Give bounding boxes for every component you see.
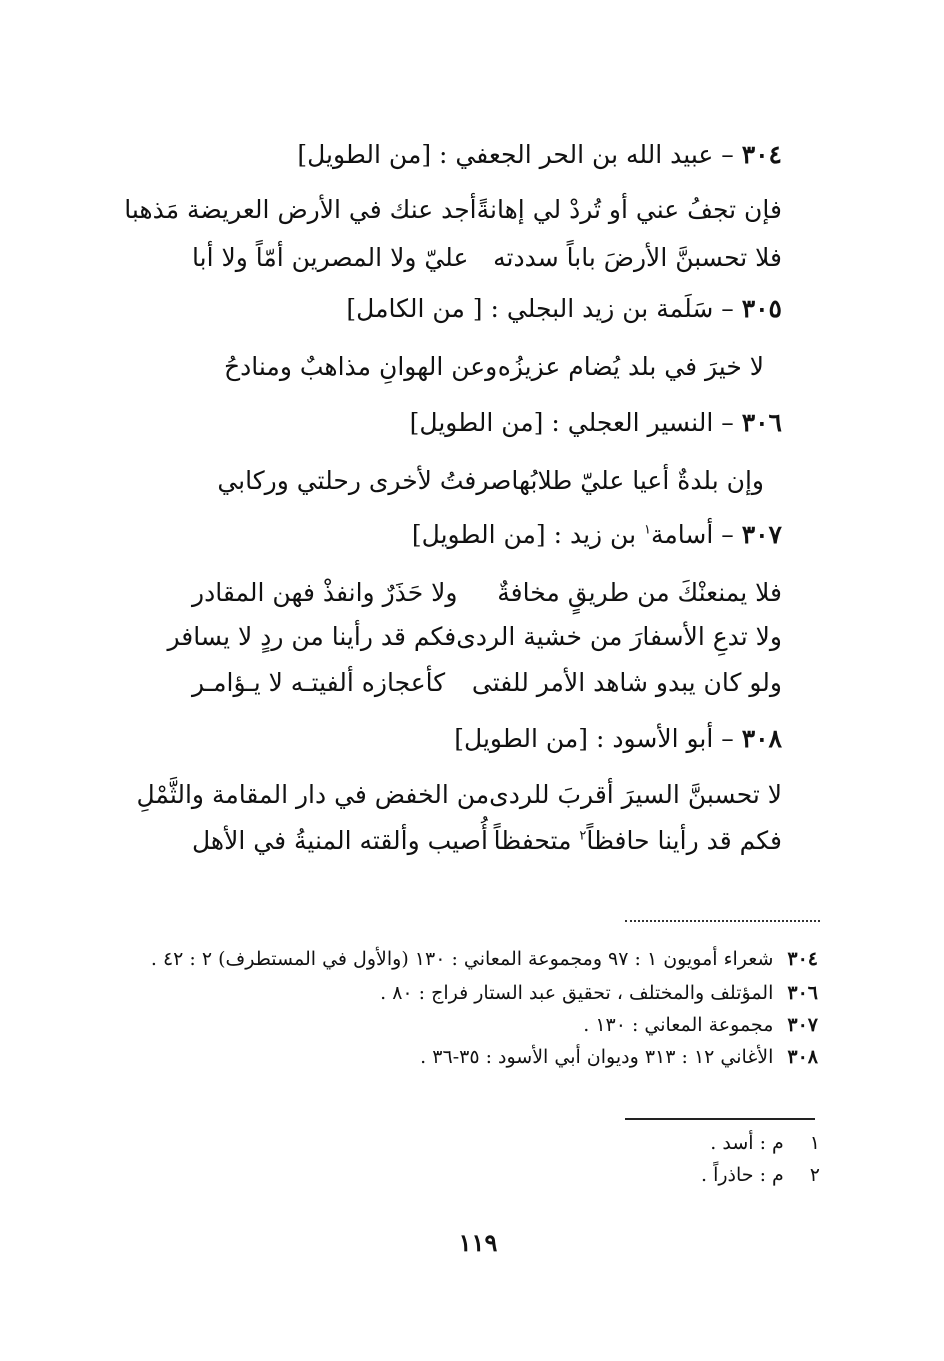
- verse-line: [192, 826, 782, 855]
- source-note: [380, 982, 818, 1004]
- verse-first-hemistich: ولو كان يبدو شاهد الأمر للفتى: [471, 668, 782, 697]
- verse-line: [124, 195, 782, 224]
- verse-first-hemistich: [494, 826, 782, 855]
- source-text: شعراء أمويون ١ : ٩٧ ومجموعة المعاني : ١٣٠ (والأول في المستطرف) ٢ : ٤٢ .: [150, 948, 774, 970]
- entry-heading-308: [454, 724, 782, 753]
- verse-second-hemistich: عليّ ولا المصرين أمّاً ولا أبا: [192, 243, 469, 272]
- page-number: ١١٩: [458, 1228, 498, 1257]
- verse-first-hemistich: لا خيرَ في بلد يُضام عزيزُه: [497, 352, 764, 381]
- entry-number: ٣٠٤: [741, 140, 782, 169]
- source-number: ٣٠٨: [787, 1046, 818, 1068]
- entry-heading-307: [412, 520, 782, 549]
- entry-heading-305: [346, 294, 782, 323]
- verse-second-hemistich: من الخفض في دار المقامة والثَّمْلِ: [136, 780, 490, 809]
- footnote: [710, 1132, 820, 1154]
- verse-line: [192, 578, 782, 607]
- entry-number: ٣٠٦: [741, 408, 782, 437]
- verse-line: [192, 243, 782, 272]
- verse-first-hemistich: فلا تحسبنَّ الأرضَ باباً سددته: [493, 243, 782, 272]
- entry-title: – سَلَمة بن زيد البجلي : [ من الكامل]: [346, 294, 734, 323]
- source-number: ٣٠٦: [787, 982, 818, 1004]
- footnote-number: ١: [809, 1132, 820, 1154]
- entry-title: – عبيد الله بن الحر الجعفي : [من الطويل]: [297, 140, 734, 169]
- source-note: [420, 1046, 818, 1068]
- verse-first-hemistich: لا تحسبنَّ السيرَ أقربَ للردى: [489, 780, 782, 809]
- entry-title: – أبو الأسود : [من الطويل]: [454, 724, 734, 753]
- source-number: ٣٠٧: [787, 1014, 818, 1036]
- footnote-marker: ١: [644, 522, 651, 538]
- verse-line: [136, 780, 782, 809]
- footnote-marker: ٢: [579, 828, 587, 844]
- verse-second-hemistich: أجد عنك في الأرض العريضة مَذهبا: [124, 195, 477, 224]
- entry-number: ٣٠٥: [741, 294, 782, 323]
- entry-heading-304: [297, 140, 782, 169]
- verse-line: [167, 622, 782, 651]
- verse-first-hemistich: ولا تدعِ الأسفارَ من خشية الردى: [456, 622, 782, 651]
- entry-heading-306: [410, 408, 782, 437]
- verse-second-hemistich: وعن الهوانِ مذاهبٌ ومنادحُ: [224, 352, 498, 381]
- verse-first-hemistich: وإن بلدةٌ أعيا عليّ طلابُها: [511, 466, 764, 495]
- verse-second-hemistich: فكم قد رأينا من ردٍ لا يسافر: [167, 622, 457, 651]
- verse-line: [217, 466, 764, 495]
- source-note: [583, 1014, 818, 1036]
- footnote-text: م : حاذراً .: [701, 1164, 784, 1186]
- entry-number: ٣٠٧: [741, 520, 782, 549]
- verse-line: [192, 668, 782, 697]
- verse-first-hemistich: فإن تجفُ عني أو تُردْ لي إهانةً: [476, 195, 782, 224]
- verse-first-hemistich: فلا يمنعنْكَ من طريقٍ مخافةٌ: [497, 578, 782, 607]
- verse-text: فكم قد رأينا حافظاً: [586, 826, 782, 855]
- source-text: الأغاني ١٢ : ٣١٣ وديوان أبي الأسود : ٣٥-٣٦ .: [420, 1046, 774, 1068]
- footnote: [701, 1164, 820, 1186]
- entry-title: – النسير العجلي : [من الطويل]: [409, 408, 734, 437]
- source-note: [151, 948, 818, 970]
- source-number: ٣٠٤: [787, 948, 818, 970]
- dotted-separator: [625, 920, 820, 922]
- entry-number: ٣٠٨: [741, 724, 782, 753]
- verse-line: [224, 352, 764, 381]
- verse-second-hemistich: ولا حَذَرٌ وانفذْ فهن المقادر: [192, 578, 458, 607]
- entry-title-part: – أسامة: [650, 520, 734, 549]
- footnote-rule: [625, 1118, 815, 1120]
- source-text: المؤتلف والمختلف ، تحقيق عبد الستار فراج : ٨٠ .: [380, 982, 774, 1004]
- entry-title-part: بن زيد : [من الطويل]: [411, 520, 644, 549]
- footnote-text: م : أسد .: [710, 1132, 784, 1154]
- verse-second-hemistich: كأعجازه ألفيتـه لا يـؤامـر: [192, 668, 446, 697]
- verse-second-hemistich: صرفتُ لأخرى رحلتي وركابي: [217, 466, 512, 495]
- source-text: مجموعة المعاني : ١٣٠ .: [583, 1014, 774, 1036]
- footnote-number: ٢: [809, 1164, 820, 1186]
- verse-second-hemistich: أُصيب وألقته المنيةُ في الأهل: [192, 826, 488, 855]
- verse-text: متحفظاً: [493, 826, 580, 855]
